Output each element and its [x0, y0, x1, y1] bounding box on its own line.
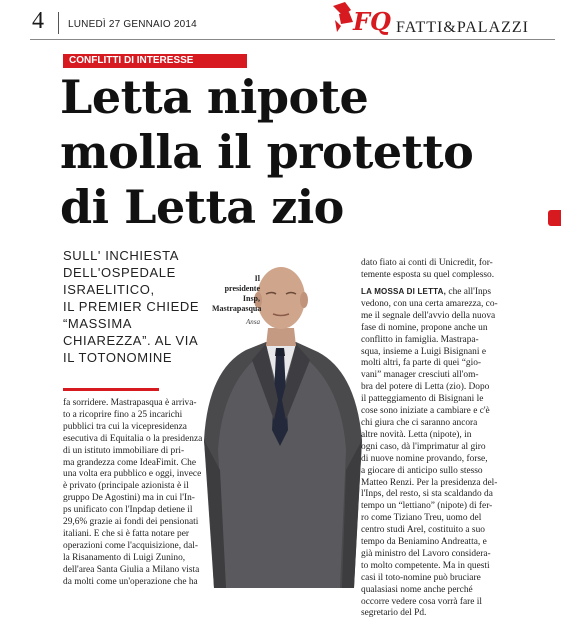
deck-line: IL PREMIER CHIEDE [63, 299, 200, 314]
headline-line: molla il protetto [60, 125, 474, 179]
text-line: chi giura che ci saranno ancora [361, 417, 478, 428]
text-line: temente esposta su quel complesso. [361, 269, 495, 280]
text-line: il patteggiamento di Bisignani le [361, 394, 484, 405]
text-line: centro studi Arel, costituito a suo [361, 525, 485, 536]
text-line: la Risanamento di Luigi Zunino, [63, 552, 186, 563]
text-line: tempo un “lettiano” (nipote) di fer- [361, 501, 493, 512]
text-line: esecutiva di Equitalia o la presidenza [63, 433, 203, 444]
text-line: già ministro del Lavoro considera- [361, 548, 491, 559]
text-line: l'Inps, del resto, si sta scaldando da [361, 489, 493, 500]
caption-line: Insp, [242, 294, 260, 303]
text-line: una volta era pubblico e oggi, invece [63, 469, 202, 480]
text-line: Matteo Renzi. Per la presidenza del- [361, 477, 498, 488]
text-line: dato fiato ai conti di Unicredit, for- [361, 258, 493, 268]
text-line: altre novità. Letta (nipote), in [361, 429, 472, 440]
text-line: fase di nomine, propone anche un [361, 322, 488, 333]
text-line: to molto competente. Ma in questi [361, 560, 490, 571]
caption-line: Il [254, 274, 260, 283]
text-line: me il segnale dell'avvio della nuova [361, 310, 496, 321]
text-line: 29,6% grazie ai fondi dei pensionati [63, 517, 199, 528]
page-edge-tab [548, 210, 561, 226]
section-title: FATTI&PALAZZI [396, 19, 529, 36]
text-line: a giocare di anticipo sullo stesso [361, 465, 483, 476]
headline-line: di Letta zio [60, 180, 344, 234]
photo-caption [212, 274, 260, 314]
text-line: da molti come un'operazione che ha [63, 576, 198, 587]
text-line: fa sorridere. Mastrapasqua è arriva- [63, 398, 197, 408]
text-line: vedono, con una certa amarezza, co- [361, 298, 498, 309]
deck-accent-bar [63, 388, 159, 391]
text-line: vani” manager cresciuti all'om- [361, 370, 479, 381]
text-line: di un istituto immobiliare di pri- [63, 445, 185, 456]
text-line: casi il toto-nomine può bruciare [361, 572, 481, 583]
deck-line: CHIAREZZA”. AL VIA [63, 333, 199, 348]
text-line: bra del potere di Letta (zio). Dopo [361, 382, 490, 393]
body-column-right-top [361, 258, 495, 282]
text-line: di nuove nomine provando, forse, [361, 453, 488, 464]
text-line: occorre vedere cosa vorrà fare il [361, 596, 483, 607]
deck-line: ISRAELITICO, [63, 282, 155, 297]
issue-date: LUNEDÌ 27 GENNAIO 2014 [68, 19, 197, 30]
text-line: operazioni come l'acquisizione, dal- [63, 540, 198, 551]
photo-credit: Ansa [246, 318, 260, 326]
text-line: italiani. E che si è fatta notare per [63, 528, 189, 539]
text-line: tempo da Beniamino Andreatta, e [361, 537, 487, 548]
text-line: to a ricoprire fino a 25 incarichi [63, 409, 183, 420]
caption-line: presidente [224, 284, 260, 293]
text-line: segretario del Pd. [361, 608, 427, 619]
text-line: ogni caso, dà l'imprimatur al giro [361, 441, 486, 452]
paragraph-lead-in: LA MOSSA DI LETTA, [361, 287, 447, 296]
header-rule [30, 39, 555, 40]
text-line: squa, insieme a Luigi Bisignani e [361, 346, 486, 357]
page-number: 4 [32, 8, 44, 34]
deck-line: SULL' INCHIESTA [63, 248, 179, 263]
deck-line: “MASSIMA [63, 316, 133, 331]
headline-line: Letta nipote [60, 70, 369, 124]
deck-line: IL TOTONOMINE [63, 350, 173, 365]
body-column-left [63, 398, 203, 589]
text-fragment: che all'Inps [448, 287, 491, 297]
text-line: pubblici tra cui la vicepresidenza [63, 421, 187, 432]
body-column-right [361, 286, 498, 620]
text-line: dell'area Santa Giulia a Milano vista [63, 564, 200, 575]
text-line: è privato (principale azionista è il [63, 481, 189, 492]
text-line: ma grandezza come IdeaFimit. Che [63, 457, 197, 468]
headline [60, 70, 530, 235]
text-line: qualasiasi nome anche perché [361, 584, 473, 595]
kicker-label: CONFLITTI DI INTERESSE [63, 54, 247, 68]
text-line: ps unificato con l'Inpdap detiene il [63, 505, 193, 516]
svg-text:FQ: FQ [353, 7, 391, 36]
text-line [361, 286, 491, 299]
text-line: gruppo De Agostini) ma in cui l'In- [63, 493, 195, 504]
text-line: ro come Tiziano Treu, uomo del [361, 513, 482, 524]
newspaper-logo [331, 0, 391, 40]
text-line: conflitto in famiglia. Mastrapa- [361, 334, 479, 345]
text-line: molti altri, fa parte di quei “gio- [361, 358, 482, 369]
header-divider [58, 12, 59, 34]
caption-line: Mastrapasqua [212, 304, 262, 313]
deck-line: DELL'OSPEDALE [63, 265, 176, 280]
text-line: cose sono iniziate a cambiare e c'è [361, 406, 490, 417]
